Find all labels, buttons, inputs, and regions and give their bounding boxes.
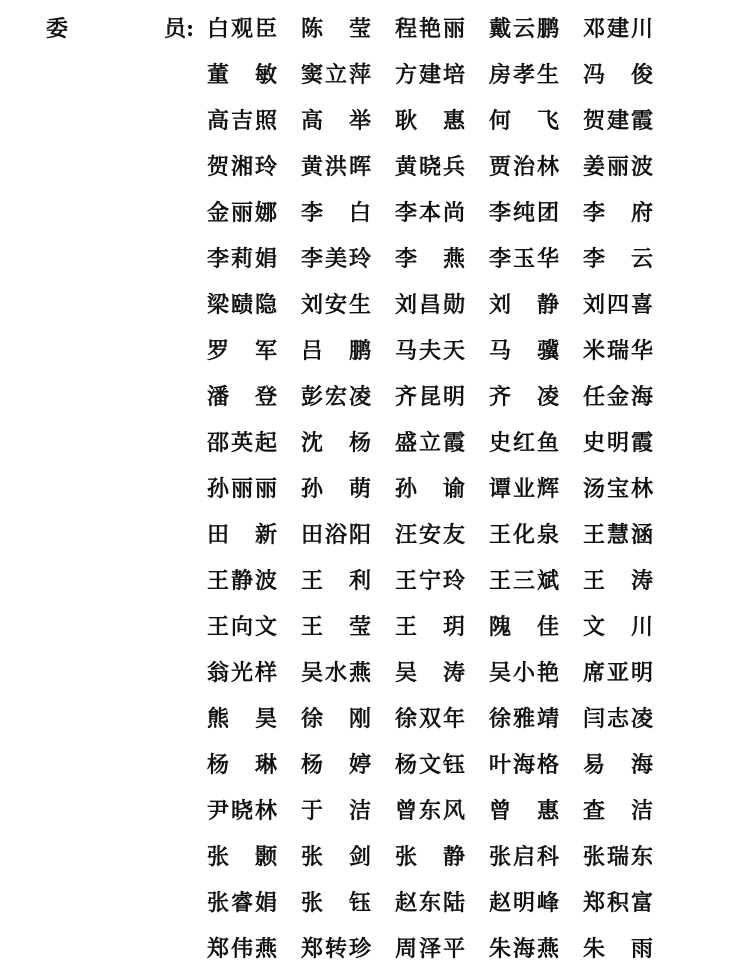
member-name: 马 夫 天 (395, 338, 465, 364)
member-row (207, 474, 677, 520)
member-row (207, 106, 677, 152)
member-name: 郑 转 珍 (301, 936, 371, 962)
member-name: 李 本 尚 (395, 200, 465, 226)
member-row (207, 888, 677, 934)
member-name: 王 静 波 (207, 568, 277, 594)
member-name: 吴 水 燕 (301, 660, 371, 686)
member-row (207, 934, 677, 980)
member-name: 李 玉 华 (489, 246, 559, 272)
member-label-right: 员: (164, 16, 195, 42)
member-name: 马 骥 (489, 338, 559, 364)
member-name: 齐 凌 (489, 384, 559, 410)
member-name: 李 美 玲 (301, 246, 371, 272)
member-name: 赵 东 陆 (395, 890, 465, 916)
member-name: 齐 昆 明 (395, 384, 465, 410)
member-row (207, 612, 677, 658)
member-name: 刘 安 生 (301, 292, 371, 318)
member-name: 席 亚 明 (583, 660, 653, 686)
member-name: 吕 鹏 (301, 338, 371, 364)
member-row (207, 566, 677, 612)
member-name: 徐 刚 (301, 706, 371, 732)
member-name: 黄 洪 晖 (301, 154, 371, 180)
member-name: 董 敏 (207, 62, 277, 88)
member-name: 王 化 泉 (489, 522, 559, 548)
member-name: 尹 晓 林 (207, 798, 277, 824)
member-name: 刘 四 喜 (583, 292, 653, 318)
member-name: 谭 业 辉 (489, 476, 559, 502)
member-name: 查 洁 (583, 798, 653, 824)
member-name: 盛 立 霞 (395, 430, 465, 456)
member-name: 翁 光 样 (207, 660, 277, 686)
member-name: 郑 积 富 (583, 890, 653, 916)
member-name: 米 瑞 华 (583, 338, 653, 364)
member-name: 孙 谕 (395, 476, 465, 502)
member-name: 张 钰 (301, 890, 371, 916)
member-name: 高 举 (301, 108, 371, 134)
member-name: 方 建 培 (395, 62, 465, 88)
member-row (207, 704, 677, 750)
member-name: 王 莹 (301, 614, 371, 640)
member-name: 王 向 文 (207, 614, 277, 640)
member-name: 李 府 (583, 200, 653, 226)
member-name: 金 丽 娜 (207, 200, 277, 226)
member-row (207, 244, 677, 290)
member-name: 于 洁 (301, 798, 371, 824)
member-name: 闫 志 凌 (583, 706, 653, 732)
member-name: 梁 赜 隐 (207, 292, 277, 318)
member-label-left: 委 (46, 16, 69, 42)
member-name: 吴 涛 (395, 660, 465, 686)
member-row (207, 520, 677, 566)
member-name: 汤 宝 林 (583, 476, 653, 502)
member-row (207, 290, 677, 336)
member-name: 张 瑞 东 (583, 844, 653, 870)
member-name: 李 云 (583, 246, 653, 272)
member-name: 戴 云 鹏 (489, 16, 559, 42)
member-name: 汪 安 友 (395, 522, 465, 548)
member-row (207, 658, 677, 704)
member-name: 曾 东 风 (395, 798, 465, 824)
member-name: 刘 静 (489, 292, 559, 318)
member-name: 赵 明 峰 (489, 890, 559, 916)
member-name: 曾 惠 (489, 798, 559, 824)
member-name: 史 红 鱼 (489, 430, 559, 456)
member-name: 邓 建 川 (583, 16, 653, 42)
member-row (207, 152, 677, 198)
member-name: 杨 琳 (207, 752, 277, 778)
member-name: 冯 俊 (583, 62, 653, 88)
member-name: 窦 立 萍 (301, 62, 371, 88)
member-name: 沈 杨 (301, 430, 371, 456)
member-name: 何 飞 (489, 108, 559, 134)
member-name: 王 慧 涵 (583, 522, 653, 548)
member-name: 徐 雅 靖 (489, 706, 559, 732)
member-name: 杨 文 钰 (395, 752, 465, 778)
member-row (207, 336, 677, 382)
member-name: 朱 海 燕 (489, 936, 559, 962)
member-name: 孙 萌 (301, 476, 371, 502)
member-row (207, 60, 677, 106)
member-name: 贺 建 霞 (583, 108, 653, 134)
member-row (207, 198, 677, 244)
member-name: 杨 婷 (301, 752, 371, 778)
member-name: 陈 莹 (301, 16, 371, 42)
member-name: 王 利 (301, 568, 371, 594)
member-name: 隗 佳 (489, 614, 559, 640)
member-name: 房 孝 生 (489, 62, 559, 88)
member-name: 田 新 (207, 522, 277, 548)
member-name: 张 剑 (301, 844, 371, 870)
member-name: 刘 昌 勋 (395, 292, 465, 318)
member-row (207, 842, 677, 888)
member-name: 文 川 (583, 614, 653, 640)
member-name: 邵 英 起 (207, 430, 277, 456)
member-name: 吴 小 艳 (489, 660, 559, 686)
member-name: 贾 治 林 (489, 154, 559, 180)
member-name: 潘 登 (207, 384, 277, 410)
member-row (207, 750, 677, 796)
member-name: 张 启 科 (489, 844, 559, 870)
member-name: 彭 宏 凌 (301, 384, 371, 410)
member-name: 田 浴 阳 (301, 522, 371, 548)
member-row (207, 14, 677, 60)
member-name: 贺 湘 玲 (207, 154, 277, 180)
member-name: 李 白 (301, 200, 371, 226)
member-row (207, 796, 677, 842)
member-name: 李 燕 (395, 246, 465, 272)
member-name: 徐 双 年 (395, 706, 465, 732)
member-name: 高 吉 照 (207, 108, 277, 134)
member-name: 孙 丽 丽 (207, 476, 277, 502)
member-names-grid (207, 14, 677, 980)
member-name: 耿 惠 (395, 108, 465, 134)
member-name: 罗 军 (207, 338, 277, 364)
member-name: 易 海 (583, 752, 653, 778)
member-name: 史 明 霞 (583, 430, 653, 456)
member-row (207, 428, 677, 474)
member-name: 张 睿 娟 (207, 890, 277, 916)
member-name: 姜 丽 波 (583, 154, 653, 180)
member-name: 李 纯 团 (489, 200, 559, 226)
member-name: 程 艳 丽 (395, 16, 465, 42)
member-name: 张 颢 (207, 844, 277, 870)
member-name: 熊 昊 (207, 706, 277, 732)
member-name: 王 涛 (583, 568, 653, 594)
member-name: 任 金 海 (583, 384, 653, 410)
member-name: 郑 伟 燕 (207, 936, 277, 962)
member-name: 王 玥 (395, 614, 465, 640)
member-name: 王 宁 玲 (395, 568, 465, 594)
member-name: 张 静 (395, 844, 465, 870)
member-row (207, 382, 677, 428)
member-name: 白 观 臣 (207, 16, 277, 42)
member-name: 王 三 斌 (489, 568, 559, 594)
member-name: 叶 海 格 (489, 752, 559, 778)
member-name: 黄 晓 兵 (395, 154, 465, 180)
member-name: 周 泽 平 (395, 936, 465, 962)
member-name: 李 莉 娟 (207, 246, 277, 272)
member-name: 朱 雨 (583, 936, 653, 962)
